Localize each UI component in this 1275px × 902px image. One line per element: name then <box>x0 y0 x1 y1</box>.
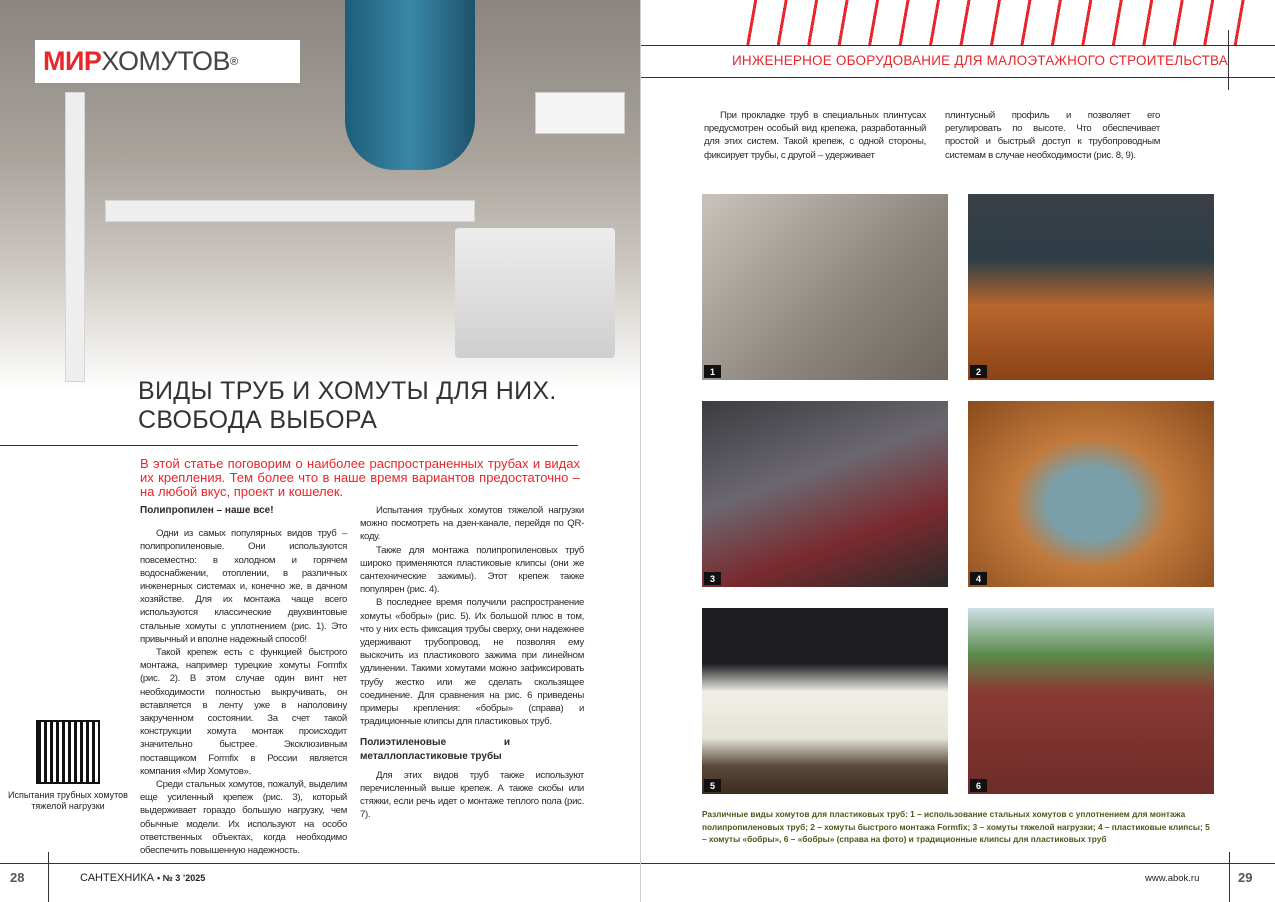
logo-reg: ® <box>229 55 238 68</box>
footer-rule <box>0 863 640 864</box>
figure-number: 6 <box>970 779 987 792</box>
paragraph: Испытания трубных хомутов тяжелой нагрузки можно посмотреть на дзен-канале, перейдя по QR-коду. <box>360 505 584 543</box>
photo-socket <box>535 92 625 134</box>
footer-tick <box>48 852 49 902</box>
photo-control-box <box>455 228 615 358</box>
footer-tick <box>1229 852 1230 902</box>
header-tick <box>1228 30 1229 90</box>
header-rule <box>641 45 1275 46</box>
figure-number: 1 <box>704 365 721 378</box>
logo-red: МИР <box>43 46 102 76</box>
figure-number: 5 <box>704 779 721 792</box>
header-illustration <box>740 0 1260 45</box>
title-line: ВИДЫ ТРУБ И ХОМУТЫ ДЛЯ НИХ. <box>138 377 557 405</box>
photo-tank <box>345 0 475 170</box>
qr-caption: Испытания трубных хомутов тяжелой нагрузки <box>8 790 128 811</box>
subheading: Полипропилен – наше все! <box>140 505 274 516</box>
figure-5 <box>702 608 948 794</box>
paragraph: При прокладке труб в специальных плинтусах предусмотрен особый вид крепежа, разработанный для этих систем. Такой крепеж, с одной стороны, фиксирует трубы, с другой – удерживает <box>704 110 926 161</box>
figure-number: 4 <box>970 572 987 585</box>
footer-rule <box>641 863 1275 864</box>
figure-3 <box>702 401 948 587</box>
figure-caption: Различные виды хомутов для пластиковых труб: 1 – использование стальных хомутов с уплотнением для монтажа полипропиленовых труб; 2 – хомуты быстрого монтажа Formfix; 3 – хомуты тяжелой нагрузки; 4 – пластиковые клипсы; 5 – хомуты «бобры», 6 – «бобры» (справа на фото) и традиционные клипсы для пластиковых труб <box>702 809 1210 844</box>
paragraph: Среди стальных хомутов, пожалуй, выделим еще усиленный крепеж (рис. 3), который выдерживает гораздо большую нагрузку, чем обычные модели. Их используют на особо ответственных объектах, когда необходимо обеспечить повышенную надежность. <box>140 779 347 857</box>
paragraph: Одни из самых популярных видов труб – полипропиленовые. Они используются повсеместно: в холодном и горячем водоснабжении, отоплении, в различных инженерных системах и, конечно же, в дачном хозяйстве. Для их монтажа чаще всего используются классические двухвинтовые стальные хомуты с уплотнением (рис. 1). Это привычный и вполне надежный способ! <box>140 528 347 645</box>
logo-gray: ХОМУТОВ <box>101 46 230 76</box>
page-number: 28 <box>10 870 25 885</box>
title-line: СВОБОДА ВЫБОРА <box>138 406 378 434</box>
section-title: ИНЖЕНЕРНОЕ ОБОРУДОВАНИЕ ДЛЯ МАЛОЭТАЖНОГО СТРОИТЕЛЬСТВА <box>732 53 1228 68</box>
divider <box>0 445 578 446</box>
issue-number: • № 3 ’2025 <box>157 873 206 883</box>
column-1 <box>140 504 347 857</box>
paragraph: плинтусный профиль и позволяет его регулировать по высоте. Что обеспечивает простой и быстрый доступ к трубопроводным системам в случае необходимости (рис. 8, 9). <box>945 110 1160 161</box>
figure-2 <box>968 194 1214 380</box>
footer-magazine <box>80 872 205 884</box>
magazine-name: САНТЕХНИКА <box>80 872 154 884</box>
brand-logo <box>35 40 300 83</box>
paragraph: В последнее время получили распространение хомуты «бобры» (рис. 5). Их большой плюс в том, что у них есть фиксация трубы сверху, они надежнее удерживают трубопровод, не позволяя ему выскочить из пластикового зажима при линейном удлинении. Такими хомутами можно зафиксировать трубу жестко или же сделать скользящее соединение. Для сравнения на рис. 6 приведены примеры крепления: «бобры» (справа) и традиционные клипсы для пластиковых труб. <box>360 597 584 728</box>
paragraph: Такой крепеж есть с функцией быстрого монтажа, например турецкие хомуты Formfix (рис. 2). В этом случае один винт нет необходимости полностью выкручивать, он вставляется в ленту уже в наполовину закрученном состоянии. За счет такой конструкции хомута монтаж происходит значительно быстрее. Эксклюзивным поставщиком Formfix в России является компания «Мир Хомутов». <box>140 647 347 777</box>
paragraph: Также для монтажа полипропиленовых труб широко применяются пластиковые клипсы (они же сантехнические зажимы). Этот крепеж также популярен (рис. 4). <box>360 544 584 596</box>
spine <box>640 0 641 902</box>
qr-code[interactable] <box>38 722 98 782</box>
figure-number: 3 <box>704 572 721 585</box>
page-number: 29 <box>1238 870 1253 885</box>
figure-1 <box>702 194 948 380</box>
figure-number: 2 <box>970 365 987 378</box>
photo-pipe <box>105 200 475 222</box>
figure-6 <box>968 608 1214 794</box>
figure-4 <box>968 401 1214 587</box>
paragraph: Для этих видов труб также используют перечисленный выше крепеж. А также скобы или стяжки, если речь идет о монтаже теплого пола (рис. 7). <box>360 769 584 821</box>
header-rule <box>641 77 1275 78</box>
footer-url[interactable]: www.abok.ru <box>1145 873 1200 884</box>
column-2 <box>360 504 584 822</box>
photo-pipe <box>65 92 85 382</box>
intro-col-1 <box>704 109 926 162</box>
subheading: Полиэтиленовые и металлопластиковые трубы <box>360 737 510 762</box>
intro-col-2 <box>945 109 1160 162</box>
lead-text: В этой статье поговорим о наиболее распространенных трубах и видах их крепления. Тем более что в наше время вариантов предостаточно – на любой вкус, проект и кошелек. <box>140 456 580 499</box>
article-title <box>138 377 557 435</box>
